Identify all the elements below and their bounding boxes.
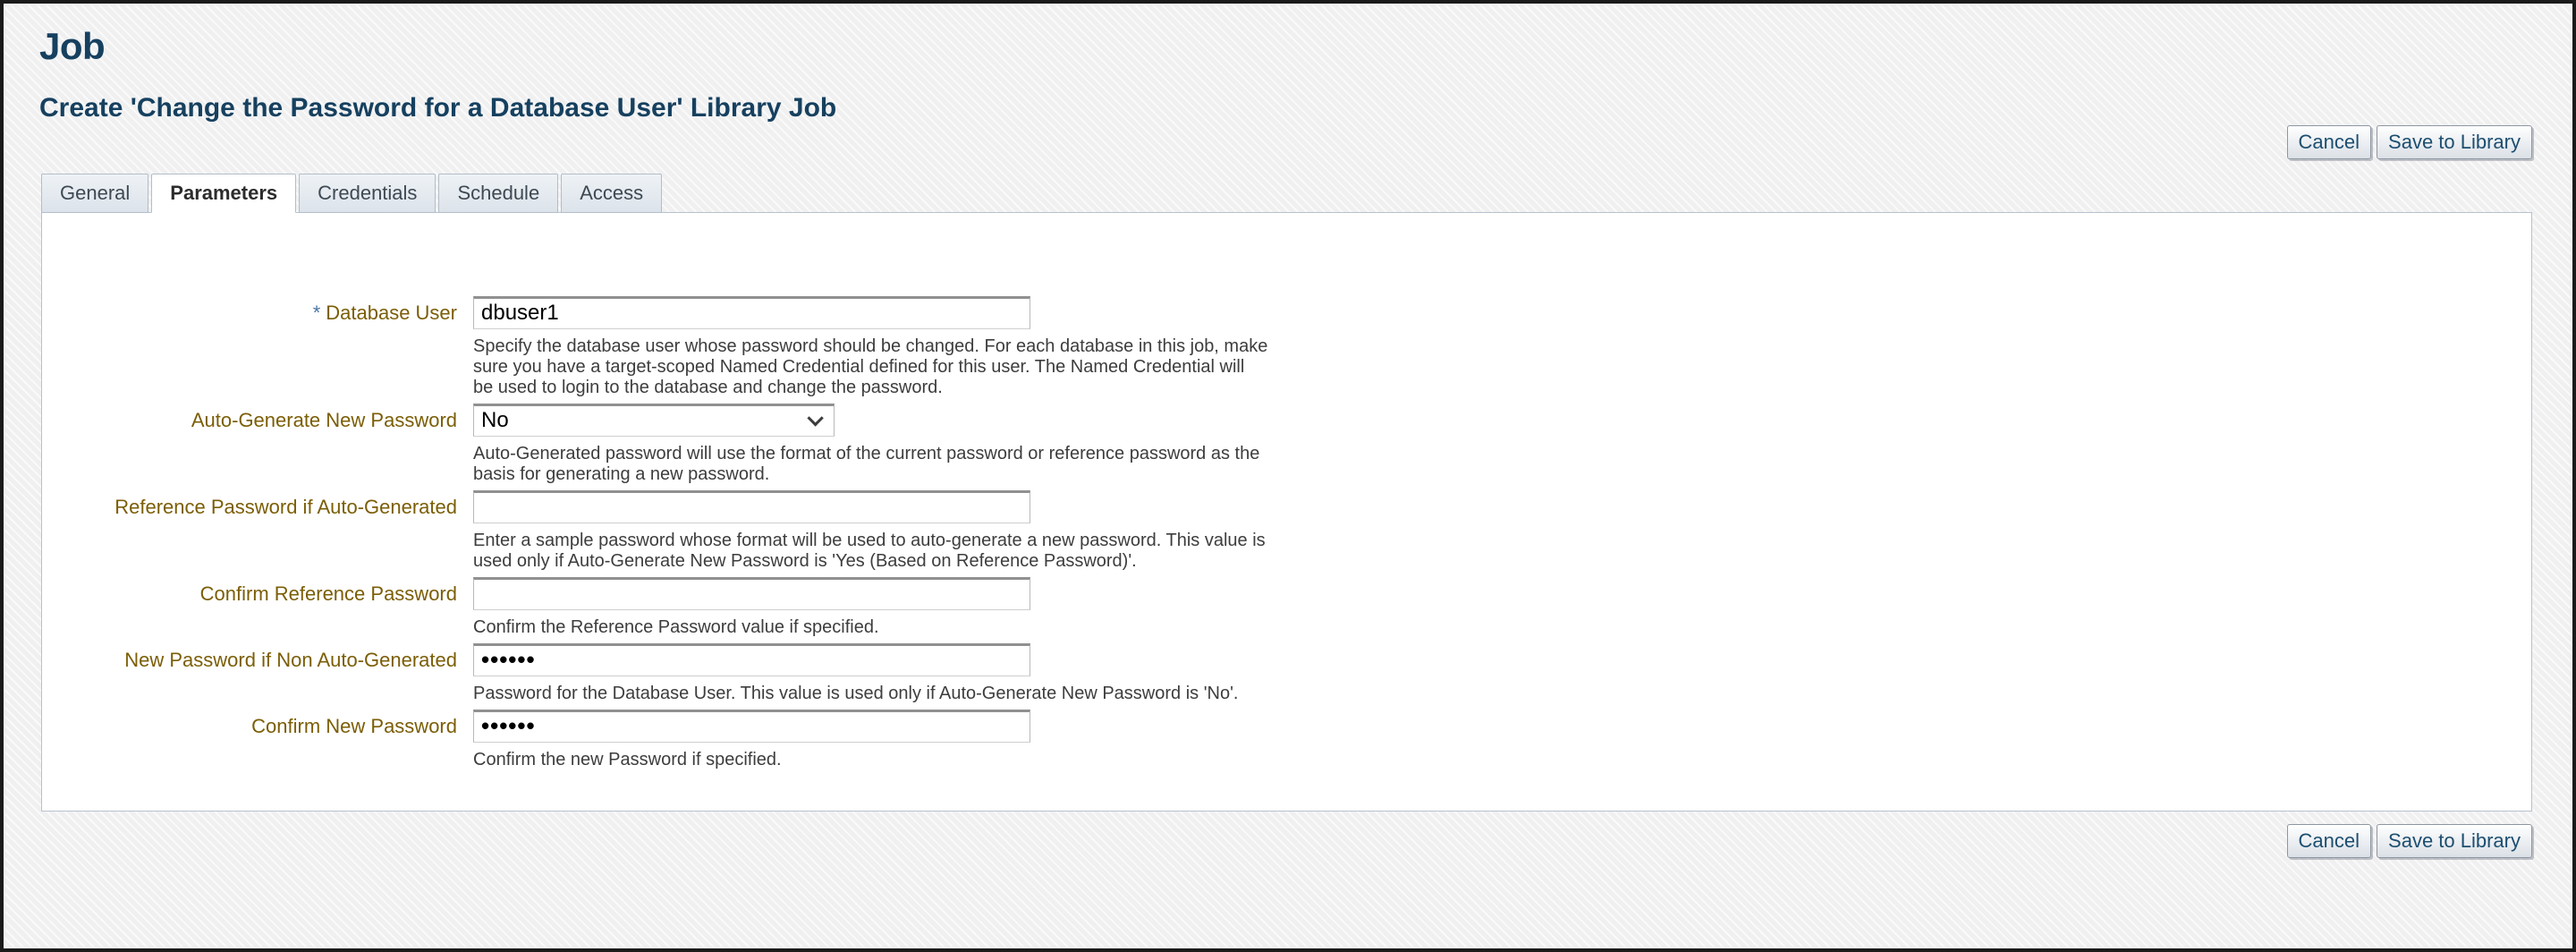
field-help-database-user: Specify the database user whose password should be changed. For each database in this job, make sure you have a target-scoped Named Credential defined for this user. The Named Credential will be used to login to the database and change the password. <box>473 336 1268 397</box>
parameters-panel <box>41 212 2532 812</box>
field-label-text: Confirm Reference Password <box>199 582 457 605</box>
field-help-confirm-reference-password: Confirm the Reference Password value if specified. <box>473 617 879 637</box>
tab-bar <box>41 174 2572 213</box>
field-label-text: Database User <box>326 302 457 324</box>
field-label-database-user <box>42 296 457 398</box>
form-row-reference-password <box>42 490 2531 572</box>
tab-parameters[interactable]: Parameters <box>151 174 296 213</box>
field-help-auto-generate: Auto-Generated password will use the format of the current password or reference password as the basis for generating a new password. <box>473 444 1260 484</box>
tab-schedule[interactable]: Schedule <box>438 174 558 213</box>
field-label-text: Reference Password if Auto-Generated <box>114 496 457 518</box>
field-cell <box>473 577 1030 638</box>
field-cell <box>473 490 1269 572</box>
field-cell <box>473 643 1238 704</box>
form-row-confirm-reference-password <box>42 577 2531 638</box>
field-cell <box>473 296 1269 398</box>
new-password-input[interactable] <box>473 643 1030 676</box>
field-help-reference-password: Enter a sample password whose format will be used to auto-generate a new password. This value is used only if Auto-Generate New Password is 'Yes (Based on Reference Password)'. <box>473 531 1266 571</box>
tab-access[interactable]: Access <box>561 174 662 213</box>
field-label-auto-generate <box>42 404 457 485</box>
confirm-new-password-input[interactable] <box>473 710 1030 743</box>
auto-generate-select[interactable] <box>473 404 835 437</box>
page-title: Job <box>39 25 106 67</box>
save-to-library-button-bottom[interactable]: Save to Library <box>2377 824 2532 858</box>
save-to-library-button[interactable]: Save to Library <box>2377 125 2532 159</box>
field-label-text: New Password if Non Auto-Generated <box>124 649 457 671</box>
cancel-button[interactable]: Cancel <box>2287 125 2371 159</box>
tab-general[interactable]: General <box>41 174 148 213</box>
field-label-confirm-reference-password <box>42 577 457 638</box>
form-row-auto-generate <box>42 404 2531 485</box>
top-action-bar <box>2287 125 2532 159</box>
database-user-input[interactable] <box>473 296 1030 329</box>
page-subtitle: Create 'Change the Password for a Database User' Library Job <box>39 93 837 123</box>
field-label-text: Confirm New Password <box>251 715 457 737</box>
cancel-button-bottom[interactable]: Cancel <box>2287 824 2371 858</box>
required-marker: * <box>312 302 321 324</box>
bottom-action-bar <box>4 824 2532 858</box>
form-row-database-user <box>42 296 2531 398</box>
field-cell <box>473 404 1269 485</box>
reference-password-input[interactable] <box>473 490 1030 523</box>
auto-generate-select-value: No <box>481 407 509 432</box>
confirm-reference-password-input[interactable] <box>473 577 1030 610</box>
field-label-text: Auto-Generate New Password <box>191 409 457 431</box>
form-row-confirm-new-password <box>42 710 2531 770</box>
tab-credentials[interactable]: Credentials <box>299 174 436 213</box>
field-help-new-password: Password for the Database User. This value is used only if Auto-Generate New Password is 'No'. <box>473 684 1239 703</box>
field-label-confirm-new-password <box>42 710 457 770</box>
field-help-confirm-new-password: Confirm the new Password if specified. <box>473 750 782 769</box>
field-label-new-password <box>42 643 457 704</box>
form-row-new-password <box>42 643 2531 704</box>
field-label-reference-password <box>42 490 457 572</box>
field-cell <box>473 710 1030 770</box>
chevron-down-icon <box>807 410 823 426</box>
